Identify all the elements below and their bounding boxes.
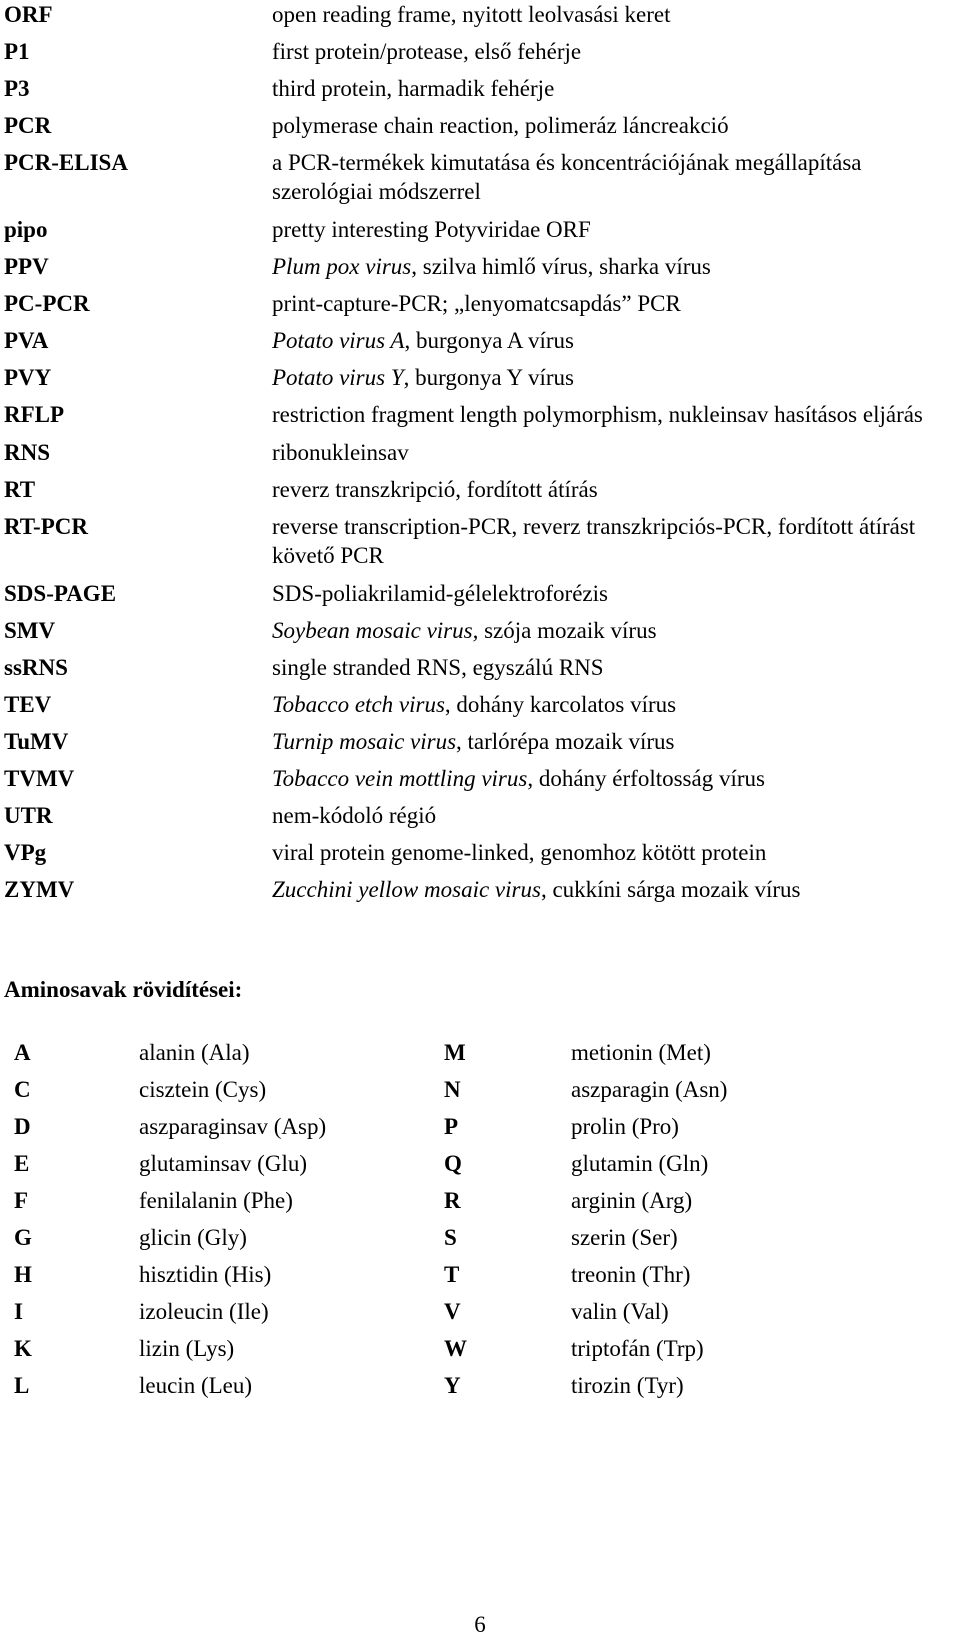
amino-name-right: szerin (Ser) — [571, 1225, 678, 1250]
amino-code-left: G — [14, 1225, 32, 1250]
amino-code-left: H — [14, 1262, 32, 1287]
abbreviation-row — [4, 215, 954, 244]
definition-italic-part: Tobacco etch virus — [272, 692, 445, 717]
abbreviation-row — [4, 653, 954, 682]
amino-code-left: I — [14, 1299, 23, 1324]
definition-part: , burgonya A vírus — [404, 328, 574, 353]
amino-code-right: Q — [444, 1151, 462, 1176]
amino-acid-row — [14, 1038, 914, 1075]
abbreviation-row — [4, 475, 954, 504]
definition-part: SDS-poliakrilamid-gélelektroforézis — [272, 581, 608, 606]
abbreviation-term: ORF — [4, 2, 53, 27]
amino-name-left: cisztein (Cys) — [139, 1077, 267, 1102]
amino-name-left: alanin (Ala) — [139, 1040, 250, 1065]
amino-acid-heading: Aminosavak rövidítései: — [4, 977, 243, 1002]
definition-part: , dohány karcolatos vírus — [444, 692, 677, 717]
abbreviation-term: ssRNS — [4, 655, 68, 680]
definition-part: first protein/protease, első fehérje — [272, 39, 582, 64]
abbreviation-term: ZYMV — [4, 877, 75, 902]
definition-part: reverz transzkripció, fordított átírás — [272, 477, 598, 502]
abbreviation-term: pipo — [4, 217, 48, 242]
abbreviation-definition — [272, 438, 954, 467]
abbreviation-term: RNS — [4, 440, 51, 465]
amino-code-right: P — [444, 1114, 459, 1139]
definition-part: , szilva himlő vírus, sharka vírus — [411, 254, 711, 279]
abbreviation-term: RFLP — [4, 402, 65, 427]
abbreviation-definition — [272, 801, 954, 830]
definition-part: , dohány érfoltosság vírus — [527, 766, 765, 791]
abbreviation-term: UTR — [4, 803, 53, 828]
abbreviation-term: TVMV — [4, 766, 75, 791]
amino-code-right: W — [444, 1336, 467, 1361]
definition-part: restriction fragment length polymorphism, nukleinsav hasításos eljárás — [272, 402, 923, 427]
amino-code-right: R — [444, 1188, 461, 1213]
definition-part: third protein, harmadik fehérje — [272, 76, 555, 101]
abbreviation-row — [4, 400, 954, 429]
amino-name-right: glutamin (Gln) — [571, 1151, 709, 1176]
amino-name-left: izoleucin (Ile) — [139, 1299, 269, 1324]
abbreviation-row — [4, 764, 954, 793]
amino-code-left: L — [14, 1373, 30, 1398]
abbreviation-definition — [272, 400, 954, 429]
abbreviation-definition — [272, 363, 954, 392]
abbreviation-definition — [272, 475, 954, 504]
abbreviation-definition — [272, 764, 954, 793]
abbreviation-row — [4, 148, 954, 206]
definition-part: , burgonya Y vírus — [403, 365, 574, 390]
definition-part: nem-kódoló régió — [272, 803, 437, 828]
amino-code-left: D — [14, 1114, 31, 1139]
abbreviation-term: P3 — [4, 76, 30, 101]
abbreviation-row — [4, 616, 954, 645]
amino-name-right: prolin (Pro) — [571, 1114, 679, 1139]
amino-name-left: aszparaginsav (Asp) — [139, 1114, 327, 1139]
abbreviation-row — [4, 801, 954, 830]
abbreviation-term: TEV — [4, 692, 52, 717]
amino-acid-row — [14, 1186, 914, 1223]
abbreviation-row — [4, 512, 954, 570]
abbreviation-definition — [272, 0, 954, 29]
abbreviation-definition — [272, 326, 954, 355]
abbreviation-term: P1 — [4, 39, 30, 64]
abbreviation-definition — [272, 690, 954, 719]
definition-part: , tarlórépa mozaik vírus — [456, 729, 675, 754]
amino-acid-row — [14, 1334, 914, 1371]
abbreviation-row — [4, 74, 954, 103]
amino-acid-row — [14, 1260, 914, 1297]
abbreviation-row — [4, 0, 954, 29]
abbreviation-list — [4, 0, 954, 912]
amino-name-right: treonin (Thr) — [571, 1262, 691, 1287]
amino-name-left: glutaminsav (Glu) — [139, 1151, 307, 1176]
abbreviation-definition — [272, 875, 954, 904]
definition-part: ribonukleinsav — [272, 440, 409, 465]
amino-code-left: C — [14, 1077, 31, 1102]
abbreviation-term: VPg — [4, 840, 47, 865]
definition-italic-part: Turnip mosaic virus — [272, 729, 457, 754]
abbreviation-term: RT-PCR — [4, 514, 88, 539]
amino-acid-row — [14, 1075, 914, 1112]
abbreviation-definition — [272, 838, 954, 867]
amino-code-right: M — [444, 1040, 466, 1065]
definition-part: viral protein genome-linked, genomhoz kötött protein — [272, 840, 767, 865]
abbreviation-term: PC-PCR — [4, 291, 90, 316]
abbreviation-row — [4, 438, 954, 467]
amino-code-right: Y — [444, 1373, 461, 1398]
abbreviation-row — [4, 690, 954, 719]
definition-italic-part: Potato virus A — [272, 328, 405, 353]
abbreviation-row — [4, 37, 954, 66]
definition-italic-part: Soybean mosaic virus, — [272, 618, 479, 643]
abbreviation-term: PVY — [4, 365, 52, 390]
definition-italic-part: Tobacco vein mottling virus — [272, 766, 528, 791]
amino-name-left: leucin (Leu) — [139, 1373, 253, 1398]
amino-acid-table — [14, 1038, 914, 1408]
abbreviation-definition — [272, 215, 954, 244]
amino-name-left: glicin (Gly) — [139, 1225, 247, 1250]
definition-italic-part: Plum pox virus — [272, 254, 412, 279]
amino-name-right: aszparagin (Asn) — [571, 1077, 728, 1102]
amino-code-right: N — [444, 1077, 461, 1102]
abbreviation-term: PVA — [4, 328, 49, 353]
abbreviation-row — [4, 727, 954, 756]
amino-name-right: triptofán (Trp) — [571, 1336, 704, 1361]
abbreviation-definition — [272, 727, 954, 756]
abbreviation-definition — [272, 579, 954, 608]
amino-name-right: valin (Val) — [571, 1299, 669, 1324]
amino-name-left: fenilalanin (Phe) — [139, 1188, 293, 1213]
abbreviation-row — [4, 875, 954, 904]
definition-part: pretty interesting Potyviridae ORF — [272, 217, 591, 242]
abbreviation-row — [4, 363, 954, 392]
amino-code-right: S — [444, 1225, 457, 1250]
abbreviation-term: PPV — [4, 254, 49, 279]
amino-code-right: T — [444, 1262, 460, 1287]
abbreviation-term: SDS-PAGE — [4, 581, 117, 606]
abbreviation-definition — [272, 148, 954, 206]
abbreviation-definition — [272, 512, 954, 570]
amino-code-left: A — [14, 1040, 31, 1065]
abbreviation-row — [4, 838, 954, 867]
amino-acid-row — [14, 1371, 914, 1408]
definition-part: , cukkíni sárga mozaik vírus — [540, 877, 801, 902]
amino-name-left: hisztidin (His) — [139, 1262, 272, 1287]
abbreviation-term: PCR — [4, 113, 52, 138]
abbreviation-row — [4, 579, 954, 608]
amino-acid-row — [14, 1223, 914, 1260]
abbreviation-definition — [272, 653, 954, 682]
abbreviation-term: RT — [4, 477, 36, 502]
abbreviation-row — [4, 252, 954, 281]
definition-part: a PCR-termékek kimutatása és koncentrációjának megállapítása szerológiai módszerrel — [272, 150, 862, 204]
amino-acid-row — [14, 1297, 914, 1334]
amino-code-left: K — [14, 1336, 32, 1361]
page-number: 6 — [474, 1612, 486, 1637]
amino-acid-row — [14, 1112, 914, 1149]
amino-name-right: tirozin (Tyr) — [571, 1373, 684, 1398]
definition-part: polymerase chain reaction, polimeráz láncreakció — [272, 113, 729, 138]
abbreviation-row — [4, 111, 954, 140]
amino-name-right: metionin (Met) — [571, 1040, 711, 1065]
abbreviation-term: SMV — [4, 618, 56, 643]
definition-part: open reading frame, nyitott leolvasási keret — [272, 2, 671, 27]
abbreviation-term: TuMV — [4, 729, 69, 754]
abbreviation-row — [4, 289, 954, 318]
amino-name-right: arginin (Arg) — [571, 1188, 693, 1213]
amino-code-left: F — [14, 1188, 29, 1213]
amino-code-right: V — [444, 1299, 461, 1324]
amino-code-left: E — [14, 1151, 30, 1176]
definition-part: single stranded RNS, egyszálú RNS — [272, 655, 604, 680]
definition-part: szója mozaik vírus — [478, 618, 657, 643]
abbreviation-definition — [272, 37, 954, 66]
abbreviation-definition — [272, 111, 954, 140]
definition-part: reverse transcription-PCR, reverz transzkripciós-PCR, fordított átírást követő PCR — [272, 514, 916, 568]
abbreviation-definition — [272, 616, 954, 645]
abbreviation-definition — [272, 74, 954, 103]
amino-acid-row — [14, 1149, 914, 1186]
abbreviation-term: PCR-ELISA — [4, 150, 128, 175]
abbreviation-row — [4, 326, 954, 355]
definition-part: print-capture-PCR; „lenyomatcsapdás” PCR — [272, 291, 681, 316]
abbreviation-definition — [272, 289, 954, 318]
amino-name-left: lizin (Lys) — [139, 1336, 235, 1361]
definition-italic-part: Potato virus Y — [272, 365, 404, 390]
abbreviation-definition — [272, 252, 954, 281]
definition-italic-part: Zucchini yellow mosaic virus — [272, 877, 541, 902]
